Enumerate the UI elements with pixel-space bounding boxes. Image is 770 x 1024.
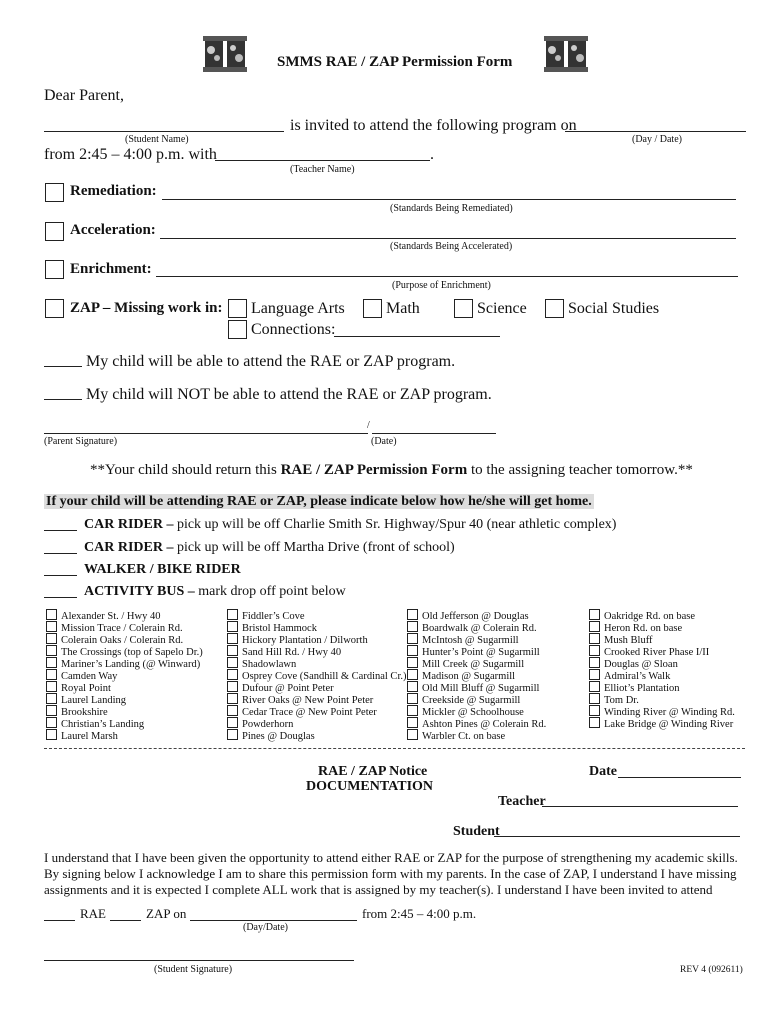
bus-stop-label: Oakridge Rd. on base [604, 611, 695, 622]
bus-stop-checkbox[interactable] [46, 609, 57, 620]
remediation-field[interactable] [162, 199, 736, 200]
enrichment-caption: (Purpose of Enrichment) [392, 280, 491, 291]
bus-stop-label: Old Jefferson @ Douglas [422, 611, 529, 622]
bus-stops-col4 [589, 609, 735, 729]
bus-stop-checkbox[interactable] [589, 705, 600, 716]
notice-subtitle: DOCUMENTATION [306, 779, 434, 794]
form-title: SMMS RAE / ZAP Permission Form [277, 54, 513, 70]
bus-stop-item[interactable] [46, 729, 203, 741]
notice-paragraph-1: I understand that I have been given the opportunity to attend either RAE or ZAP for the purpose of strengthening my academic skills. [44, 850, 738, 865]
bus-stops-col1 [46, 609, 203, 741]
bus-stop-label: Boardwalk @ Colerain Rd. [422, 623, 537, 634]
bus-stop-item[interactable] [227, 693, 406, 705]
bus-stop-checkbox[interactable] [589, 645, 600, 656]
bus-stop-checkbox[interactable] [46, 717, 57, 728]
zap-label: ZAP – Missing work in: [70, 300, 223, 316]
bus-stop-item[interactable] [407, 717, 546, 729]
bus-stop-checkbox[interactable] [589, 693, 600, 704]
zap-blank[interactable] [110, 920, 141, 921]
bus-stop-label: Madison @ Sugarmill [422, 671, 516, 682]
bus-stop-item[interactable] [227, 681, 406, 693]
activity-bus [84, 584, 346, 600]
parent-signature-label: (Parent Signature) [44, 436, 118, 447]
bus-stop-label: Laurel Marsh [61, 731, 118, 742]
bus-stop-label: Lake Bridge @ Winding River [604, 719, 734, 730]
bus-stop-checkbox[interactable] [407, 681, 418, 692]
bus-stop-item[interactable] [46, 717, 203, 729]
bus-stop-checkbox[interactable] [407, 705, 418, 716]
connections-field[interactable] [334, 336, 500, 337]
activity-bus-text: mark drop off point below [194, 584, 346, 599]
bus-stop-checkbox[interactable] [589, 609, 600, 620]
bus-stop-label: Royal Point [61, 683, 111, 694]
bus-stop-item[interactable] [407, 657, 546, 669]
car-rider-1-bold: CAR RIDER – [84, 517, 174, 532]
bus-stop-label: Tom Dr. [604, 695, 639, 706]
bus-stop-label: Mickler @ Schoolhouse [422, 707, 524, 718]
bus-stop-checkbox[interactable] [46, 645, 57, 656]
student-name-label: (Student Name) [125, 134, 189, 145]
enrichment-label: Enrichment: [70, 261, 152, 277]
bus-stop-label: Sand Hill Rd. / Hwy 40 [242, 647, 342, 658]
remediation-checkbox[interactable] [45, 183, 64, 202]
greeting: Dear Parent, [44, 87, 124, 104]
bus-stop-checkbox[interactable] [227, 645, 238, 656]
bus-stop-checkbox[interactable] [407, 609, 418, 620]
bus-stop-label: Bristol Hammock [242, 623, 317, 634]
bus-stop-checkbox[interactable] [407, 645, 418, 656]
car-rider-2-bold: CAR RIDER – [84, 540, 174, 555]
notice-date-label: Date [589, 764, 617, 779]
language-arts-checkbox[interactable] [228, 299, 247, 318]
signature-slash: / [367, 420, 370, 431]
bus-stop-checkbox[interactable] [46, 633, 57, 644]
bus-stop-label: Pines @ Douglas [242, 731, 315, 742]
student-signature-field[interactable] [44, 960, 354, 961]
remediation-label: Remediation: [70, 183, 157, 199]
bus-stop-checkbox[interactable] [46, 705, 57, 716]
bus-stop-item[interactable] [227, 657, 406, 669]
bus-stop-label: Mission Trace / Colerain Rd. [61, 623, 183, 634]
bus-stop-label: Admiral’s Walk [604, 671, 671, 682]
notice-teacher-label: Teacher [498, 794, 546, 809]
social-studies-checkbox[interactable] [545, 299, 564, 318]
zap-daydate-field[interactable] [190, 920, 357, 921]
bus-stop-checkbox[interactable] [589, 633, 600, 644]
rae-label: RAE [80, 906, 106, 921]
school-logo-icon [203, 36, 247, 72]
bus-stop-item[interactable] [407, 621, 546, 633]
notice-paragraph-2: By signing below I acknowledge I am to share this permission form with my parents. In the case of ZAP, I understand I have missing [44, 866, 737, 881]
bus-stop-item[interactable] [227, 645, 406, 657]
bus-stop-label: Winding River @ Winding Rd. [604, 707, 735, 718]
notice-time: from 2:45 – 4:00 p.m. [362, 906, 477, 921]
bus-stop-label: Heron Rd. on base [604, 623, 683, 634]
bus-stop-label: Old Mill Bluff @ Sugarmill [422, 683, 540, 694]
bus-stop-label: Hunter’s Point @ Sugarmill [422, 647, 540, 658]
attend-yes-blank[interactable] [44, 366, 82, 367]
bus-stop-label: The Crossings (top of Sapelo Dr.) [61, 647, 203, 658]
science-label: Science [477, 300, 527, 317]
bus-stop-label: Mush Bluff [604, 635, 653, 646]
notice-teacher-field[interactable] [542, 806, 738, 807]
bus-stop-checkbox[interactable] [407, 729, 418, 740]
attend-no-blank[interactable] [44, 399, 82, 400]
bus-stop-item[interactable] [407, 645, 546, 657]
student-signature-label: (Student Signature) [154, 964, 233, 975]
bus-stop-item[interactable] [46, 621, 203, 633]
bus-stop-item[interactable] [589, 681, 735, 693]
car-rider-1-blank[interactable] [44, 530, 77, 531]
bus-stop-checkbox[interactable] [589, 717, 600, 728]
revision-label: REV 4 (092611) [680, 965, 743, 975]
bus-stop-item[interactable] [46, 693, 203, 705]
bus-stop-item[interactable] [407, 729, 546, 741]
return-note [90, 462, 693, 479]
school-logo-icon [544, 36, 588, 72]
enrichment-field[interactable] [156, 276, 738, 277]
return-note-pre: **Your child should return this [90, 462, 281, 478]
bus-stop-label: Cedar Trace @ New Point Peter [242, 707, 377, 718]
social-studies-label: Social Studies [568, 300, 660, 317]
notice-title: RAE / ZAP Notice [318, 764, 428, 779]
parent-date-label: (Date) [371, 436, 397, 447]
bus-stop-checkbox[interactable] [227, 669, 238, 680]
parent-date-field[interactable] [372, 433, 496, 434]
bus-stop-checkbox[interactable] [407, 657, 418, 668]
bus-stop-checkbox[interactable] [227, 657, 238, 668]
car-rider-1-text: pick up will be off Charlie Smith Sr. Highway/Spur 40 (near athletic complex) [173, 517, 617, 532]
bus-stop-item[interactable] [589, 657, 735, 669]
bus-stop-label: Powderhorn [242, 719, 294, 730]
bus-stop-label: Dufour @ Point Peter [242, 683, 334, 694]
bus-stop-label: Mariner’s Landing (@ Winward) [61, 659, 201, 670]
math-label: Math [386, 300, 420, 317]
bus-stop-checkbox[interactable] [46, 669, 57, 680]
bus-stop-checkbox[interactable] [46, 681, 57, 692]
return-note-bold: RAE / ZAP Permission Form [280, 462, 468, 478]
car-rider-2 [84, 540, 455, 556]
bus-stop-item[interactable] [589, 633, 735, 645]
bus-stop-label: Elliot’s Plantation [604, 683, 680, 694]
notice-student-field[interactable] [494, 836, 740, 837]
bus-stops-col3 [407, 609, 546, 741]
connections-checkbox[interactable] [228, 320, 247, 339]
bus-stop-label: McIntosh @ Sugarmill [422, 635, 519, 646]
bus-stop-item[interactable] [407, 669, 546, 681]
bus-stop-item[interactable] [46, 669, 203, 681]
bus-stop-label: Christian’s Landing [61, 719, 145, 730]
bus-stop-label: Hickory Plantation / Dilworth [242, 635, 368, 646]
bus-stop-checkbox[interactable] [227, 729, 238, 740]
bus-stop-item[interactable] [227, 669, 406, 681]
bus-stop-item[interactable] [589, 693, 735, 705]
bus-stop-label: Camden Way [61, 671, 118, 682]
bus-stop-label: Mill Creek @ Sugarmill [422, 659, 525, 670]
bus-stop-label: Douglas @ Sloan [604, 659, 678, 670]
return-note-post: to the assigning teacher tomorrow.** [467, 462, 693, 478]
student-name-field[interactable] [44, 131, 284, 132]
bus-stops-col2 [227, 609, 406, 741]
bus-stop-checkbox[interactable] [227, 681, 238, 692]
car-rider-2-text: pick up will be off Martha Drive (front of school) [173, 540, 455, 555]
bus-stop-checkbox[interactable] [589, 621, 600, 632]
bus-stop-item[interactable] [589, 621, 735, 633]
bus-stop-label: Colerain Oaks / Colerain Rd. [61, 635, 184, 646]
bus-stop-item[interactable] [46, 633, 203, 645]
acceleration-caption: (Standards Being Accelerated) [390, 241, 513, 252]
bus-stop-checkbox[interactable] [46, 729, 57, 740]
bus-stop-checkbox[interactable] [227, 705, 238, 716]
bus-stop-checkbox[interactable] [589, 657, 600, 668]
bus-stop-item[interactable] [46, 657, 203, 669]
bus-stop-checkbox[interactable] [407, 621, 418, 632]
bus-stop-item[interactable] [227, 633, 406, 645]
bus-stop-item[interactable] [589, 609, 735, 621]
bus-stop-item[interactable] [589, 717, 735, 729]
bus-stop-label: Ashton Pines @ Colerain Rd. [422, 719, 547, 730]
bus-stop-item[interactable] [407, 633, 546, 645]
bus-stop-item[interactable] [589, 669, 735, 681]
bus-stop-item[interactable] [46, 681, 203, 693]
home-heading-text: If your child will be attending RAE or ZAP, please indicate below how he/she will get home. [46, 494, 592, 509]
bus-stop-item[interactable] [227, 729, 406, 741]
invite-text: is invited to attend the following program on [290, 117, 577, 134]
day-date-label: (Day / Date) [632, 134, 682, 145]
parent-signature-field[interactable] [44, 433, 368, 434]
bus-stop-checkbox[interactable] [227, 717, 238, 728]
daydate-label: (Day/Date) [243, 922, 288, 933]
bus-stop-item[interactable] [46, 705, 203, 717]
bus-stop-checkbox[interactable] [227, 609, 238, 620]
rae-blank[interactable] [44, 920, 75, 921]
math-checkbox[interactable] [363, 299, 382, 318]
bus-stop-checkbox[interactable] [46, 657, 57, 668]
bus-stop-label: River Oaks @ New Point Peter [242, 695, 374, 706]
car-rider-1 [84, 517, 616, 533]
bus-stop-checkbox[interactable] [589, 669, 600, 680]
bus-stop-item[interactable] [227, 621, 406, 633]
bus-stop-checkbox[interactable] [227, 693, 238, 704]
home-heading [44, 494, 594, 510]
bus-stop-checkbox[interactable] [407, 717, 418, 728]
acceleration-field[interactable] [160, 238, 736, 239]
bus-stop-checkbox[interactable] [227, 633, 238, 644]
time-text: from 2:45 – 4:00 p.m. with [44, 146, 217, 163]
bus-stop-item[interactable] [589, 645, 735, 657]
bus-stop-item[interactable] [227, 609, 406, 621]
connections-label: Connections: [251, 321, 336, 338]
bus-stop-checkbox[interactable] [46, 693, 57, 704]
zap-checkbox[interactable] [45, 299, 64, 318]
teacher-name-label: (Teacher Name) [290, 164, 355, 175]
bus-stop-item[interactable] [407, 609, 546, 621]
bus-stop-checkbox[interactable] [46, 621, 57, 632]
teacher-name-field[interactable] [215, 160, 430, 161]
bus-stop-item[interactable] [46, 609, 203, 621]
notice-student-label: Student [453, 824, 500, 839]
walker [84, 562, 241, 578]
cut-line [44, 748, 745, 749]
bus-stop-label: Laurel Landing [61, 695, 127, 706]
bus-stop-checkbox[interactable] [227, 621, 238, 632]
attend-no-text: My child will NOT be able to attend the RAE or ZAP program. [86, 386, 492, 403]
notice-date-field[interactable] [618, 777, 741, 778]
bus-stop-label: Warbler Ct. on base [422, 731, 506, 742]
bus-stop-item[interactable] [407, 693, 546, 705]
bus-stop-checkbox[interactable] [407, 693, 418, 704]
zap-on-label: ZAP on [146, 906, 187, 921]
walker-bold: WALKER / BIKE RIDER [84, 562, 241, 577]
bus-stop-label: Alexander St. / Hwy 40 [61, 611, 161, 622]
enrichment-checkbox[interactable] [45, 260, 64, 279]
bus-stop-label: Osprey Cove (Sandhill & Cardinal Cr.) [242, 671, 407, 682]
bus-stop-item[interactable] [589, 705, 735, 717]
science-checkbox[interactable] [454, 299, 473, 318]
acceleration-label: Acceleration: [70, 222, 156, 238]
bus-stop-checkbox[interactable] [589, 681, 600, 692]
car-rider-2-blank[interactable] [44, 553, 77, 554]
school-logo-right [544, 36, 588, 72]
bus-stop-item[interactable] [46, 645, 203, 657]
acceleration-checkbox[interactable] [45, 222, 64, 241]
bus-stop-item[interactable] [407, 705, 546, 717]
bus-blank[interactable] [44, 597, 77, 598]
bus-stop-checkbox[interactable] [407, 669, 418, 680]
bus-stop-item[interactable] [227, 705, 406, 717]
bus-stop-checkbox[interactable] [407, 633, 418, 644]
bus-stop-item[interactable] [407, 681, 546, 693]
attend-yes-text: My child will be able to attend the RAE or ZAP program. [86, 353, 456, 370]
bus-stop-label: Crooked River Phase I/II [604, 647, 710, 658]
remediation-caption: (Standards Being Remediated) [390, 203, 513, 214]
bus-stop-label: Creekside @ Sugarmill [422, 695, 521, 706]
language-arts-label: Language Arts [251, 300, 345, 317]
activity-bus-bold: ACTIVITY BUS – [84, 584, 195, 599]
bus-stop-item[interactable] [227, 717, 406, 729]
time-period: . [430, 146, 434, 163]
bus-stop-label: Shadowlawn [242, 659, 297, 670]
walker-blank[interactable] [44, 575, 77, 576]
bus-stop-label: Brookshire [61, 707, 108, 718]
day-date-field[interactable] [565, 131, 746, 132]
bus-stop-label: Fiddler’s Cove [242, 611, 305, 622]
school-logo-left [203, 36, 247, 72]
notice-paragraph-3: assignments and it is expected I complete ALL work that is assigned by my teacher(s). I understand I have been invited to attend [44, 882, 713, 897]
